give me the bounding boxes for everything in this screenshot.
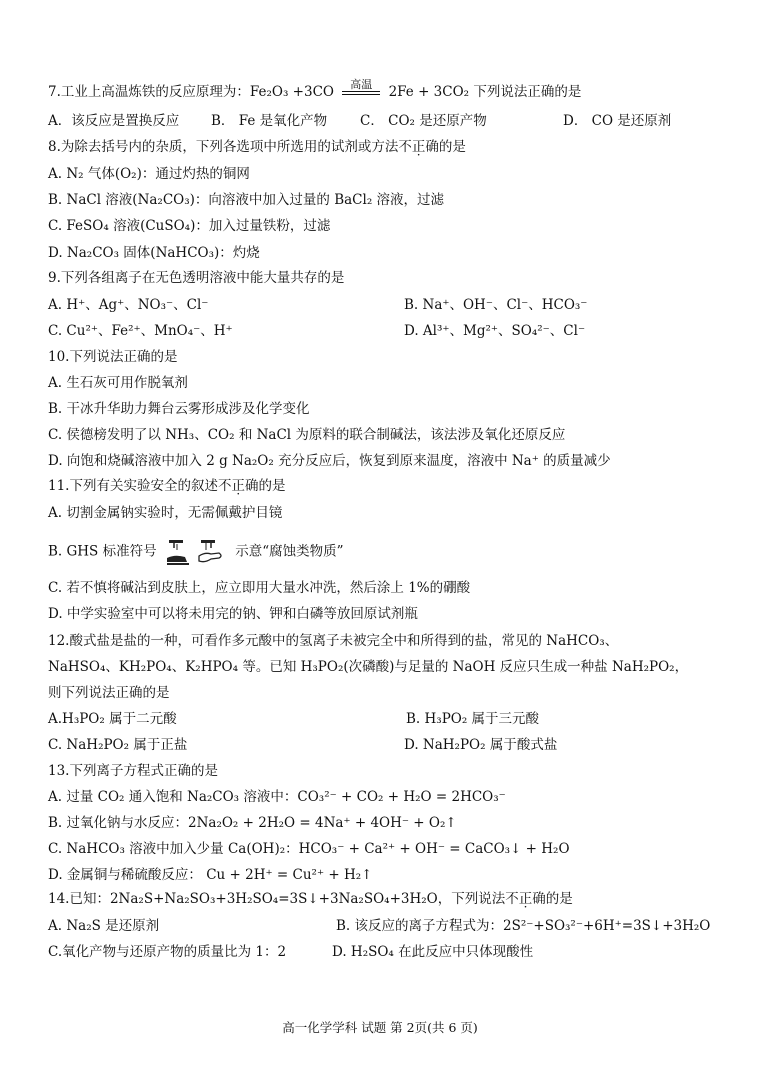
q10-option-a: A. 生石灰可用作脱氧剂 <box>48 375 188 391</box>
ghs-corrosive-icon <box>165 538 227 566</box>
q9-option-c: C. Cu²⁺、Fe²⁺、MnO₄⁻、H⁺ <box>48 323 233 339</box>
q11-option-c: C. 若不慎将碱沾到皮肤上，应立即用大量水冲洗，然后涂上 1%的硼酸 <box>48 580 471 596</box>
q14-stem <box>48 889 573 909</box>
q7-option-a: A．该反应是置换反应 <box>48 113 180 129</box>
q11-stem-part1: 11.下列有关实验安全的叙述 <box>48 478 218 494</box>
q14-option-a: A. Na₂S 是还原剂 <box>48 918 160 934</box>
reaction-condition <box>338 77 384 103</box>
q11-option-b-part2: 示意“腐蚀类物质” <box>235 543 344 560</box>
q11-stem <box>48 476 285 496</box>
q7-option-d: D． CO 是还原剂 <box>563 113 672 129</box>
q11-option-a: A. 切割金属钠实验时，无需佩戴护目镜 <box>48 505 283 521</box>
q7-stem-part1: 7.工业上高温炼铁的反应原理为：Fe₂O₃ +3CO <box>48 84 334 100</box>
q12-line1: 12.酸式盐是盐的一种，可看作多元酸中的氢离子未被完全中和所得到的盐，常见的 NaHCO₃、 <box>48 633 619 649</box>
q10-option-b: B. 干冰升华助力舞台云雾形成涉及化学变化 <box>48 401 310 417</box>
q13-option-a: A. 过量 CO₂ 通入饱和 Na₂CO₃ 溶液中：CO₃²⁻ + CO₂ + H₂O = 2HCO₃⁻ <box>48 789 506 805</box>
q12-option-a: A.H₃PO₂ 属于二元酸 <box>48 711 177 727</box>
q8-option-c: C. FeSO₄ 溶液(CuSO₄)：加入过量铁粉，过滤 <box>48 218 331 234</box>
q9-option-a: A. H⁺、Ag⁺、NO₃⁻、Cl⁻ <box>48 297 209 313</box>
q10-option-c: C. 侯德榜发明了以 NH₃、CO₂ 和 NaCl 为原料的联合制碱法，该法涉及氧化还原反应 <box>48 427 566 443</box>
q10-stem: 10.下列说法正确的是 <box>48 349 178 365</box>
q8-option-a: A. N₂ 气体(O₂)：通过灼热的铜网 <box>48 166 250 182</box>
q8-option-b: B. NaCl 溶液(Na₂CO₃)：向溶液中加入过量的 BaCl₂ 溶液，过滤 <box>48 192 445 208</box>
q11-emphasis: 不正确 <box>217 478 259 494</box>
q11-stem-part3: 的是 <box>258 478 286 494</box>
q14-stem-part3: 的是 <box>545 891 573 907</box>
q11-option-d: D. 中学实验室中可以将未用完的钠、钾和白磷等放回原试剂瓶 <box>48 606 418 622</box>
q12-option-b: B. H₃PO₂ 属于三元酸 <box>406 711 540 727</box>
q8-option-d: D. Na₂CO₃ 固体(NaHCO₃)：灼烧 <box>48 245 260 261</box>
q9-option-b: B. Na⁺、OH⁻、Cl⁻、HCO₃⁻ <box>404 297 588 313</box>
q14-option-d: D. H₂SO₄ 在此反应中只体现酸性 <box>332 944 534 960</box>
q11-option-b <box>48 538 344 566</box>
condition-label: 高温 <box>350 77 373 91</box>
q11-option-b-part1: B. GHS 标准符号 <box>48 543 157 560</box>
q12-line2: NaHSO₄、KH₂PO₄、K₂HPO₄ 等。已知 H₃PO₂(次磷酸)与足量的 NaOH 反应只生成一种盐 NaH₂PO₂， <box>48 659 689 675</box>
q7-stem-part2: 2Fe + 3CO₂ 下列说法正确的是 <box>388 84 582 100</box>
q7-option-b: B． Fe 是氧化产物 <box>211 113 328 129</box>
q7-option-c: C． CO₂ 是还原产物 <box>360 113 487 129</box>
q9-stem: 9.下列各组离子在无色透明溶液中能大量共存的是 <box>48 270 345 286</box>
q9-option-d: D. Al³⁺、Mg²⁺、SO₄²⁻、Cl⁻ <box>404 323 586 339</box>
q12-option-c: C. NaH₂PO₂ 属于正盐 <box>48 737 188 753</box>
q14-emphasis: 不正确 <box>505 891 546 907</box>
q14-option-b: B. 该反应的离子方程式为：2S²⁻+SO₃²⁻+6H⁺=3S↓+3H₂O <box>336 918 711 934</box>
q13-option-c: C. NaHCO₃ 溶液中加入少量 Ca(OH)₂：HCO₃⁻ + Ca²⁺ + OH⁻ = CaCO₃↓ + H₂O <box>48 841 570 857</box>
q13-option-d: D. 金属铜与稀硫酸反应： Cu + 2H⁺ = Cu²⁺ + H₂↑ <box>48 867 373 883</box>
q14-stem-part1: 14.已知：2Na₂S+Na₂SO₃+3H₂SO₄=3S↓+3Na₂SO₄+3H₂O，下列说法 <box>48 891 506 907</box>
page-footer: 高一化学学科 试题 第 2页(共 6 页) <box>282 1020 478 1035</box>
q8-stem <box>48 137 466 157</box>
q8-stem-part1: 8.为除去括号内的杂质，下列各选项中所选用的试剂或方法 <box>48 139 399 155</box>
q12-line3: 则下列说法正确的是 <box>48 685 170 701</box>
q8-emphasis: 不正确 <box>398 139 439 155</box>
q13-stem: 13.下列离子方程式正确的是 <box>48 763 218 779</box>
q14-option-c: C.氧化产物与还原产物的质量比为 1：2 <box>48 944 287 960</box>
q8-stem-part3: 的是 <box>438 139 466 155</box>
q13-option-b: B. 过氧化钠与水反应：2Na₂O₂ + 2H₂O = 4Na⁺ + 4OH⁻ + O₂↑ <box>48 815 457 831</box>
q10-option-d: D. 向饱和烧碱溶液中加入 2 g Na₂O₂ 充分反应后，恢复到原来温度，溶液中 Na⁺ 的质量减少 <box>48 453 611 469</box>
q12-option-d: D. NaH₂PO₂ 属于酸式盐 <box>404 737 558 753</box>
q7-stem <box>48 77 582 103</box>
